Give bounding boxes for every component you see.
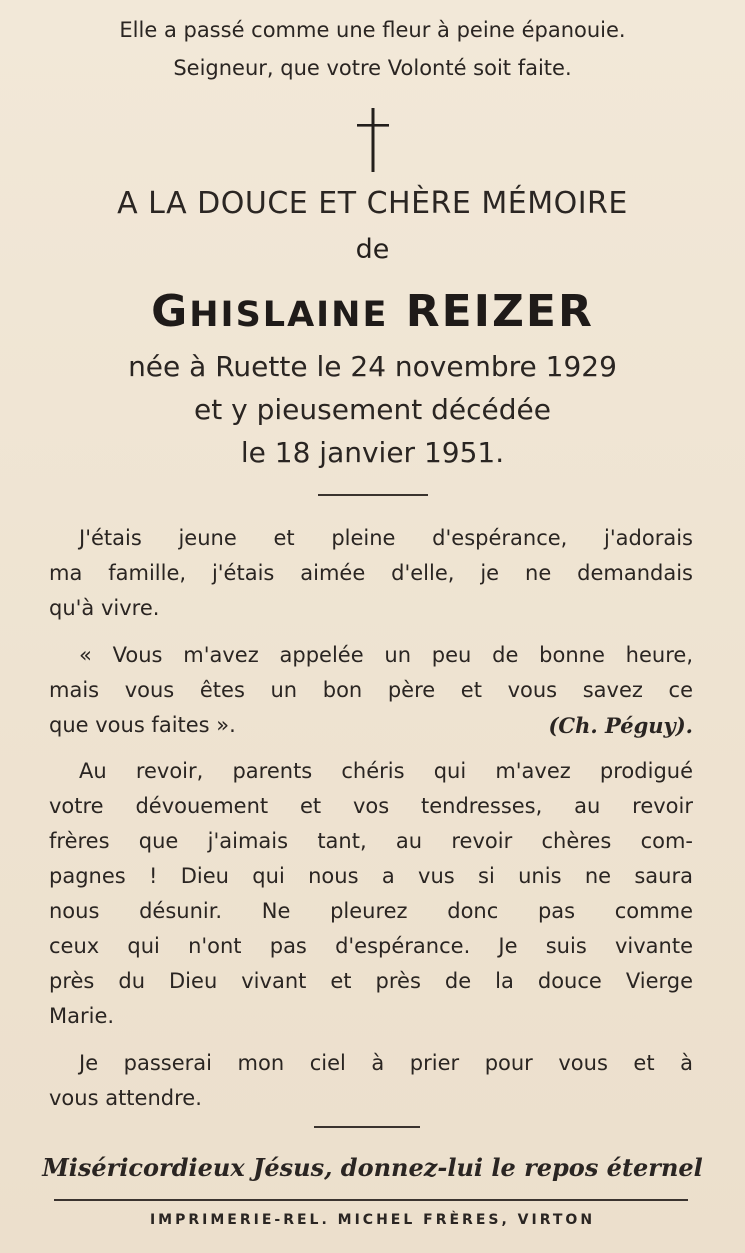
quote-author: (Ch. Péguy). (548, 713, 693, 738)
last-name: REIZER (405, 286, 594, 337)
paragraph-2-line: Au revoir, parents chéris qui m'avez prodigué (79, 759, 693, 783)
quote-line: que vous faites ». (49, 713, 236, 737)
paragraph-2-line: votre dévouement et vos tendresses, au revoir (49, 794, 693, 818)
first-name-initial: G (151, 286, 190, 337)
deceased-name (0, 286, 745, 337)
paragraph-2-line: Marie. (49, 1004, 115, 1028)
birth-line: née à Ruette le 24 novembre 1929 (128, 350, 617, 383)
death-line-1: et y pieusement décédée (194, 393, 551, 426)
paragraph-1-line: ma famille, j'étais aimée d'elle, je ne demandais (49, 561, 693, 585)
footer-rule (54, 1199, 688, 1201)
quote-line: mais vous êtes un bon père et vous savez ce (49, 678, 693, 702)
paragraph-2-line: nous désunir. Ne pleurez donc pas comme (49, 899, 693, 923)
memorial-heading: A LA DOUCE ET CHÈRE MÉMOIRE (117, 186, 628, 221)
paragraph-2-line: frères que j'aimais tant, au revoir chères com- (49, 829, 693, 853)
paragraph-3-line: vous attendre. (49, 1086, 202, 1110)
epigraph-line-1: Elle a passé comme une fleur à peine épanouie. (119, 18, 626, 42)
death-line-2: le 18 janvier 1951. (240, 436, 505, 469)
closing-prayer: Miséricordieux Jésus, donnez-lui le repos éternel (42, 1153, 703, 1182)
first-name-rest: HISLAINE (189, 295, 389, 335)
divider-bottom (314, 1126, 420, 1128)
paragraph-1-line: J'étais jeune et pleine d'espérance, j'adorais (79, 526, 693, 550)
paragraph-2-line: pagnes ! Dieu qui nous a vus si unis ne saura (49, 864, 693, 888)
quote-line: « Vous m'avez appelée un peu de bonne heure, (79, 643, 693, 667)
paragraph-3 (49, 1046, 693, 1116)
paragraph-2 (49, 754, 693, 1034)
paragraph-2-line: ceux qui n'ont pas d'espérance. Je suis vivante (49, 934, 693, 958)
de-word: de (355, 234, 390, 265)
paragraph-1-line: qu'à vivre. (49, 596, 160, 620)
paragraph-3-line: Je passerai mon ciel à prier pour vous et à (79, 1051, 693, 1075)
paragraph-2-line: près du Dieu vivant et près de la douce Vierge (49, 969, 693, 993)
divider-top (318, 494, 428, 496)
paragraph-1 (49, 521, 693, 626)
quote-paragraph (49, 638, 693, 743)
epigraph-line-2: Seigneur, que votre Volonté soit faite. (173, 56, 572, 80)
cross-icon (0, 108, 745, 172)
printer-credit: IMPRIMERIE-REL. MICHEL FRÈRES, VIRTON (149, 1212, 596, 1228)
